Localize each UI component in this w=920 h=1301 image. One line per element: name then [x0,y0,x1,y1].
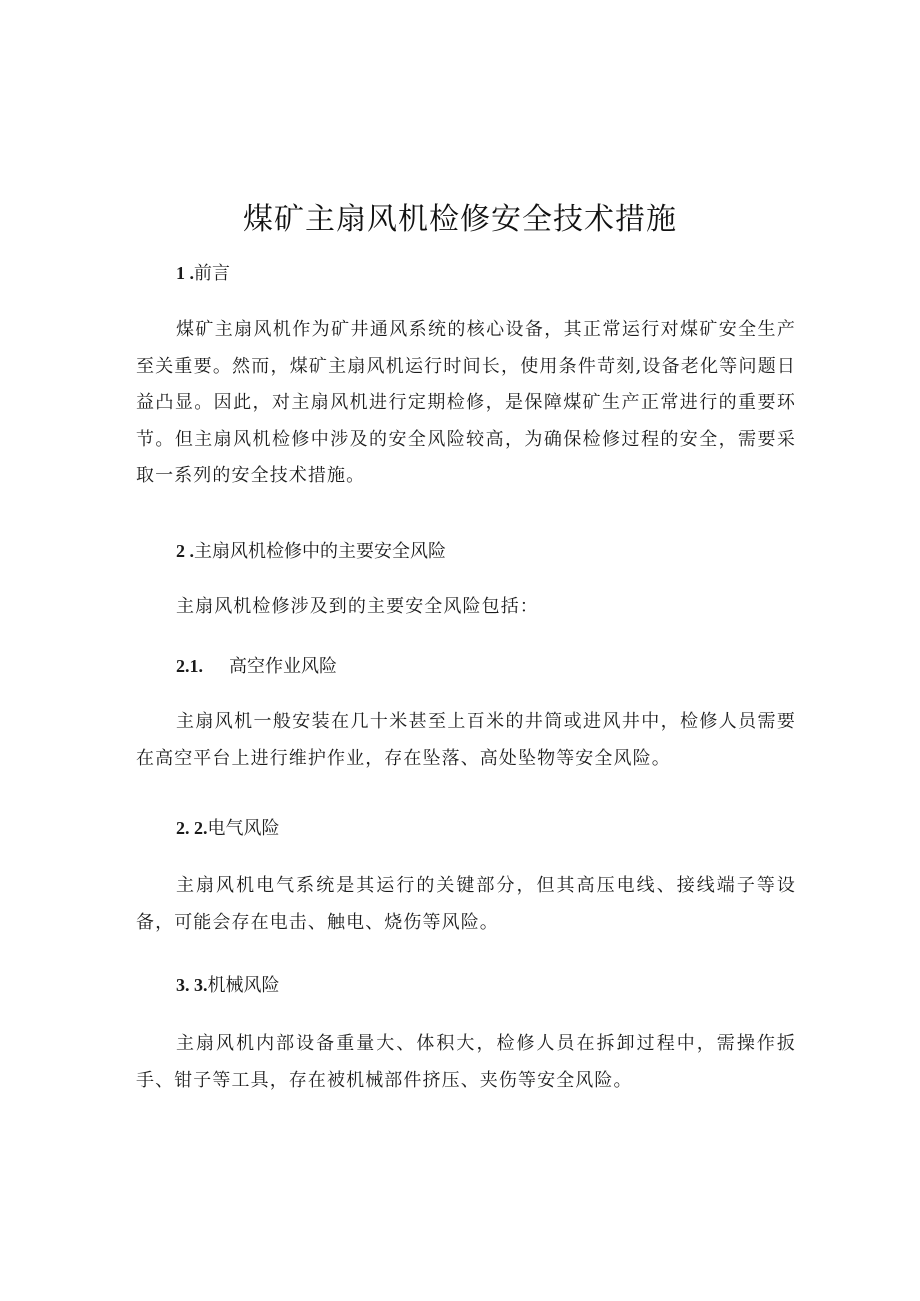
section-paragraph-3-3: 主扇风机内部设备重量大、体积大，检修人员在拆卸过程中，需操作扳手、钳子等工具，存在被机械部件挤压、夹伤等安全风险。 [136,1033,796,1091]
section-heading-text: 前言 [194,263,230,284]
section-heading-2 [176,536,446,567]
document-title: 煤矿主扇风机检修安全技术措施 [243,202,677,237]
section-heading-text: 机械风险 [207,975,280,996]
section-heading-2-1 [176,651,337,682]
section-paragraph-2-1: 主扇风机一般安装在几十米甚至上百米的井筒或进风井中，检修人员需要在高空平台上进行维护作业，存在坠落、高处坠物等安全风险。 [136,711,796,769]
section-paragraph-1: 煤矿主扇风机作为矿井通风系统的核心设备，其正常运行对煤矿安全生产至关重要。然而，煤矿主扇风机运行时间长，使用条件苛刻,设备老化等问题日益凸显。因此，对主扇风机进行定期检修，是保障煤矿生产正常进行的重要环节。但主扇风机检修中涉及的安全风险较高，为确保检修过程的安全，需要采取一系列的安全技术措施。 [136,319,796,486]
section-number: 3. 3. [176,975,208,995]
section-paragraph-2-2: 主扇风机电气系统是其运行的关键部分，但其高压电线、接线端子等设备，可能会存在电击、触电、烧伤等风险。 [136,875,796,933]
section-heading-text: 高空作业风险 [229,656,337,677]
section-number: 1 . [176,263,194,283]
section-heading-text: 主扇风机检修中的主要安全风险 [194,541,446,562]
section-intro-2: 主扇风机检修涉及到的主要安全风险包括： [176,596,539,617]
section-number: 2.1. [176,656,203,676]
section-number: 2. 2. [176,818,208,838]
section-heading-1 [176,258,230,289]
section-number: 2 . [176,541,194,561]
section-heading-text: 电气风险 [207,818,280,839]
section-heading-3-3 [176,970,280,1001]
section-heading-2-2 [176,813,280,844]
